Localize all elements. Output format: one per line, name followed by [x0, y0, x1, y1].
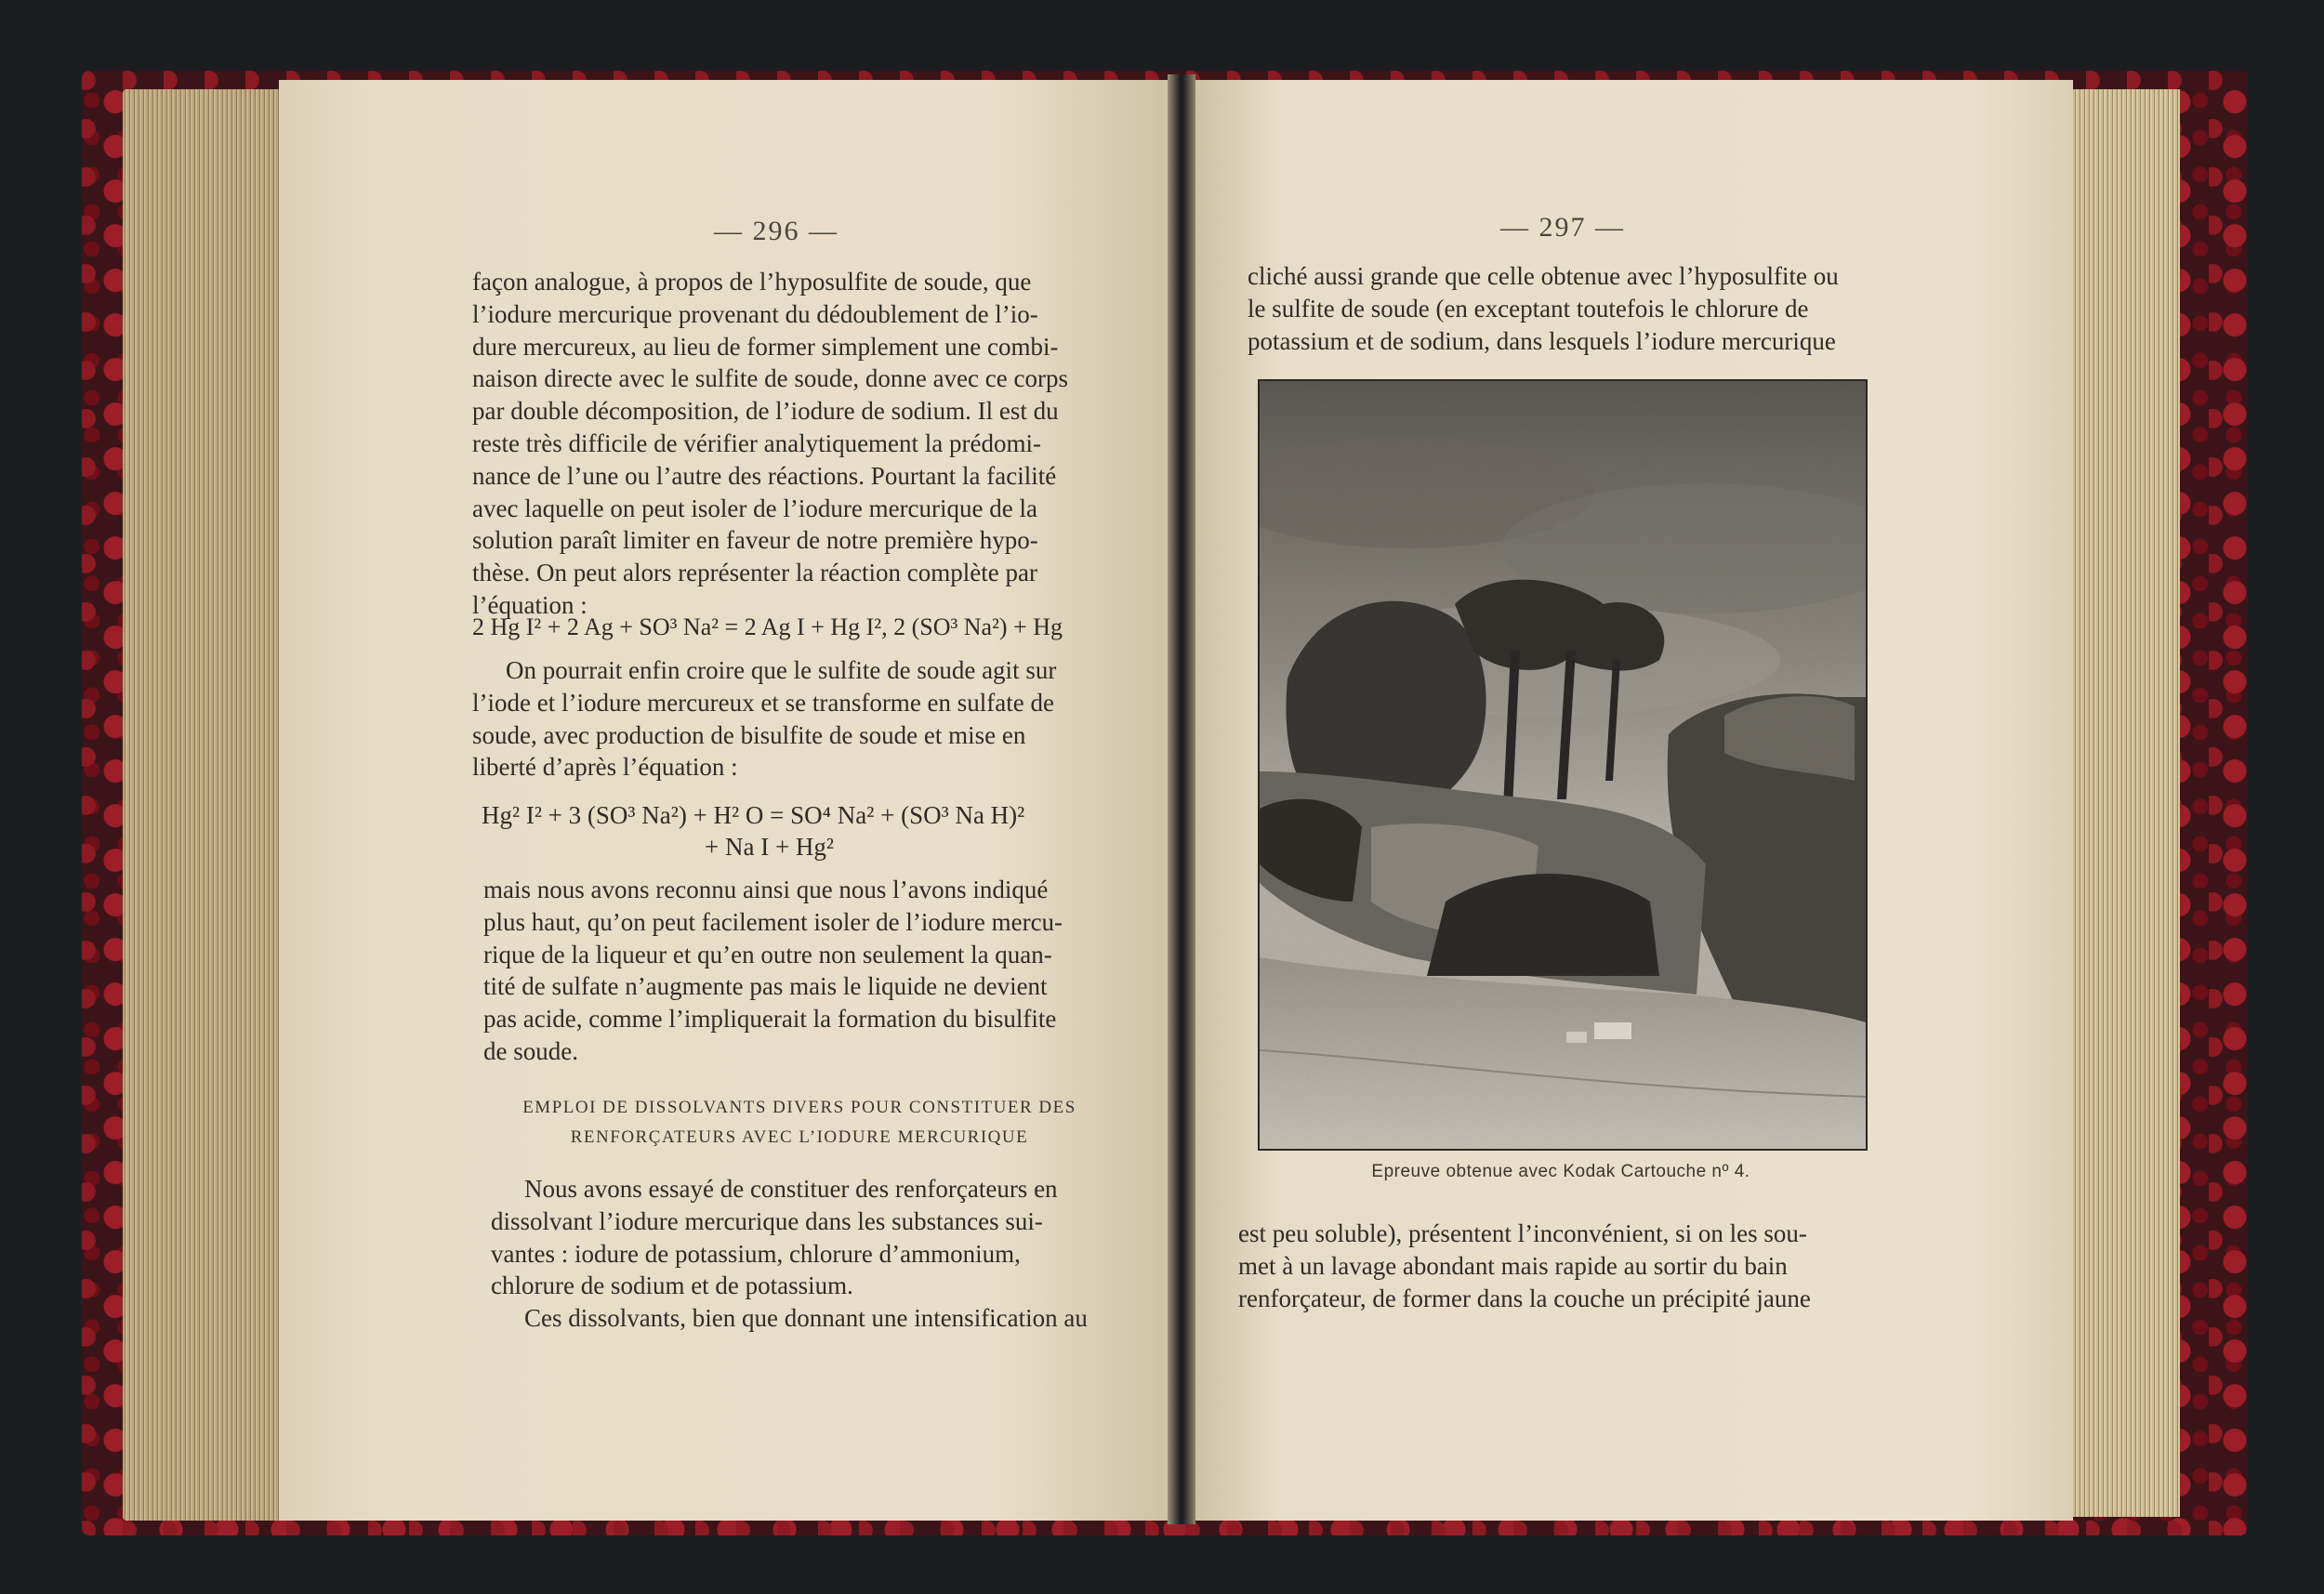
text-line: solution paraît limiter en faveur de notre première hypo-: [472, 526, 1038, 555]
text-line: pas acide, comme l’impliquerait la formation du bisulfite: [483, 1005, 1057, 1034]
text-line: plus haut, qu’on peut facilement isoler de l’iodure mercu-: [483, 907, 1063, 936]
left-paragraph-3: [483, 874, 1112, 1068]
text-line: l’iodure mercurique provenant du dédoublement de l’io-: [472, 299, 1038, 328]
text-line: avec laquelle on peut isoler de l’iodure mercurique de la: [472, 494, 1037, 522]
text-line: rique de la liqueur et qu’en outre non seulement la quan-: [483, 940, 1052, 968]
text-line: Nous avons essayé de constituer des renforçateurs en: [524, 1175, 1058, 1203]
left-page-block: [123, 89, 305, 1521]
left-paragraph-4: [491, 1173, 1116, 1335]
text-line: cliché aussi grande que celle obtenue avec l’hyposulfite ou: [1248, 262, 1839, 290]
text-line: nance de l’une ou l’autre des réactions. Pourtant la facilité: [472, 461, 1057, 490]
landscape-photo-drawing: [1260, 381, 1866, 1149]
equation-2-line-1: Hg² I² + 3 (SO³ Na²) + H² O = SO⁴ Na² + (SO³ Na H)²: [482, 801, 1025, 829]
photo-caption: Epreuve obtenue avec Kodak Cartouche nº 4.: [1371, 1162, 1750, 1181]
heading-line-2: RENFORÇATEURS AVEC L’IODURE MERCURIQUE: [570, 1127, 1029, 1147]
text-line: par double décomposition, de l’iodure de sodium. Il est du: [472, 397, 1059, 426]
right-bottom-text: [1238, 1218, 1867, 1314]
text-line: met à un lavage abondant mais rapide au sortir du bain: [1238, 1251, 1788, 1280]
text-line: thèse. On peut alors représenter la réaction complète par: [472, 559, 1037, 587]
text-line: naison directe avec le sulfite de soude, donne avec ce corps: [472, 364, 1068, 393]
text-line: renforçateur, de former dans la couche un précipité jaune: [1238, 1284, 1811, 1312]
landscape-photo: [1258, 379, 1868, 1151]
book-gutter: [1168, 74, 1195, 1524]
text-line: potassium et de sodium, dans lesquels l’iodure mercurique: [1248, 326, 1836, 355]
text-line: liberté d’après l’équation :: [472, 753, 738, 782]
text-line: mais nous avons reconnu ainsi que nous l’avons indiqué: [483, 876, 1049, 903]
text-line: On pourrait enfin croire que le sulfite de soude agit sur: [506, 656, 1057, 684]
page-number-left: — 296 —: [714, 216, 838, 246]
text-line: est peu soluble), présentent l’inconvénient, si on les sou-: [1238, 1219, 1807, 1247]
text-line: soude, avec production de bisulfite de soude et mise en: [472, 720, 1026, 749]
text-line: l’équation :: [472, 590, 588, 619]
page-number-right: — 297 —: [1500, 212, 1625, 243]
text-line: l’iode et l’iodure mercureux et se transforme en sulfate de: [472, 688, 1054, 717]
text-line: chlorure de sodium et de potassium.: [491, 1271, 853, 1300]
text-line: façon analogue, à propos de l’hyposulfite de soude, que: [472, 268, 1032, 296]
text-line: Ces dissolvants, bien que donnant une intensification au: [524, 1304, 1088, 1333]
right-page-block: [2068, 89, 2180, 1517]
equation-1: 2 Hg I² + 2 Ag + SO³ Na² = 2 Ag I + Hg I², 2 (SO³ Na²) + Hg: [472, 613, 1063, 640]
heading-line-1: EMPLOI DE DISSOLVANTS DIVERS POUR CONSTITUER DES: [522, 1098, 1076, 1117]
text-line: vantes : iodure de potassium, chlorure d’ammonium,: [491, 1239, 1021, 1268]
text-line: dissolvant l’iodure mercurique dans les substances sui-: [491, 1206, 1043, 1235]
left-paragraph-2: [472, 654, 1108, 784]
right-top-text: [1248, 260, 1878, 357]
left-paragraph-1: [472, 266, 1108, 622]
text-line: dure mercureux, au lieu de former simplement une combi-: [472, 332, 1059, 361]
text-line: reste très difficile de vérifier analytiquement la prédomi-: [472, 428, 1041, 457]
section-heading: [502, 1093, 1097, 1153]
text-line: de soude.: [483, 1036, 578, 1065]
text-line: le sulfite de soude (en exceptant toutefois le chlorure de: [1248, 294, 1809, 323]
equation-2-line-2: + Na I + Hg²: [705, 833, 835, 861]
text-line: tité de sulfate n’augmente pas mais le liquide ne devient: [483, 972, 1048, 1001]
